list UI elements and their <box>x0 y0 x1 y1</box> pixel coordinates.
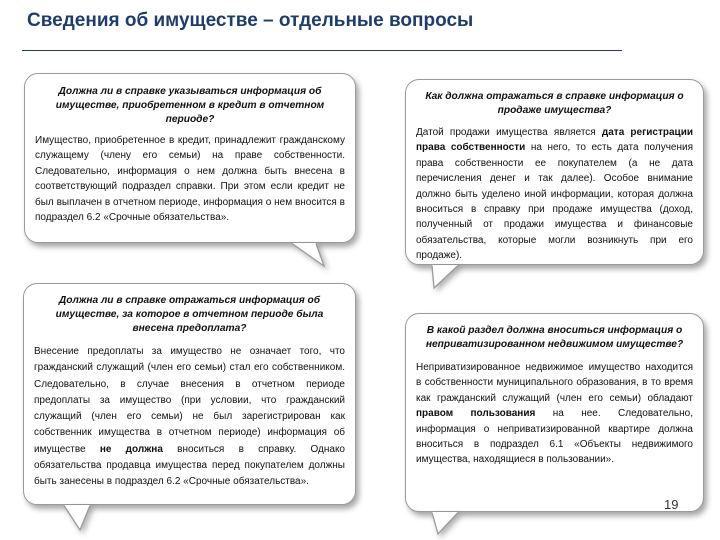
answer-emphasis: дата регистрации права собственности <box>416 127 693 154</box>
speech-tail <box>428 260 464 294</box>
answer-text-end: на него, то есть дата получения права собственности ее покупателем (а не дата перечисления денег и так далее). Особое внимание должно быть уделено иной информации, которая должна вноситься в справку при продаже имущества (доход, полученный от продажи имущества и финансовые обязательства, которые могли возникнуть при его продаже). <box>416 142 693 262</box>
card-answer <box>34 344 345 491</box>
card-prepayment <box>23 283 356 505</box>
speech-tail <box>428 507 464 539</box>
title-underline <box>22 50 622 51</box>
speech-tail <box>62 500 98 534</box>
page-number: 19 <box>664 497 679 512</box>
card-question: Должна ли в справке указываться информация об имуществе, приобретенном в кредит в отчетном периоде? <box>55 86 325 125</box>
page-title: Сведения об имуществе – отдельные вопросы <box>27 10 474 31</box>
card-question: Как должна отражаться в справке информация о продаже имущества? <box>425 91 684 116</box>
answer-text-end: вноситься в справку. Однако обязательства продавца имущества перед покупателем должны быть занесены в подраздел 6.2 «Срочные обязательства». <box>34 443 345 488</box>
card-answer <box>416 125 693 264</box>
card-answer: Имущество, приобретенное в кредит, принадлежит гражданскому служащему (члену его семьи) на праве собственности. Следовательно, информация о нем должна быть внесена в соответствующий подраздел справки. При этом если кредит не был выплачен в отчетном периоде, информация о нем вносится в подраздел 6.2 «Срочные обязательства». <box>35 135 345 224</box>
speech-tail <box>292 238 328 272</box>
card-non-privatized <box>405 313 704 512</box>
card-question: Должна ли в справке отражаться информация об имуществе, за которое в отчетном периоде была внесена предоплата? <box>55 295 324 334</box>
answer-emphasis: правом пользования <box>416 408 536 420</box>
card-property-sale <box>405 79 704 265</box>
answer-text-start: Датой продажи имущества является <box>416 127 602 138</box>
card-credit-property <box>24 73 356 243</box>
answer-text-end: на нее. Следовательно, информация о неприватизированной квартире должна вноситься в подраздел 6.1 «Объекты недвижимого имущества, находящиеся в пользовании». <box>416 408 693 466</box>
answer-emphasis: не должна <box>99 443 163 455</box>
card-answer <box>416 360 693 468</box>
card-question: В какой раздел должна вноситься информация о неприватизированном недвижимом имуществе? <box>425 325 684 350</box>
answer-text-start: Неприватизированное недвижимое имущество находится в собственности муниципального образования, в то время как гражданский служащий (член его семьи) обладают <box>416 362 693 404</box>
answer-text-start: Внесение предоплаты за имущество не означает того, что гражданский служащий (член его семьи) стал его собственником. Следовательно, в случае внесения в отчетном периоде предоплаты за имущество (при условии, что гражданский служащий (член его семьи) не был зарегистрирован как собственник имущества в отчетном периоде) информация об имуществе <box>34 346 345 455</box>
